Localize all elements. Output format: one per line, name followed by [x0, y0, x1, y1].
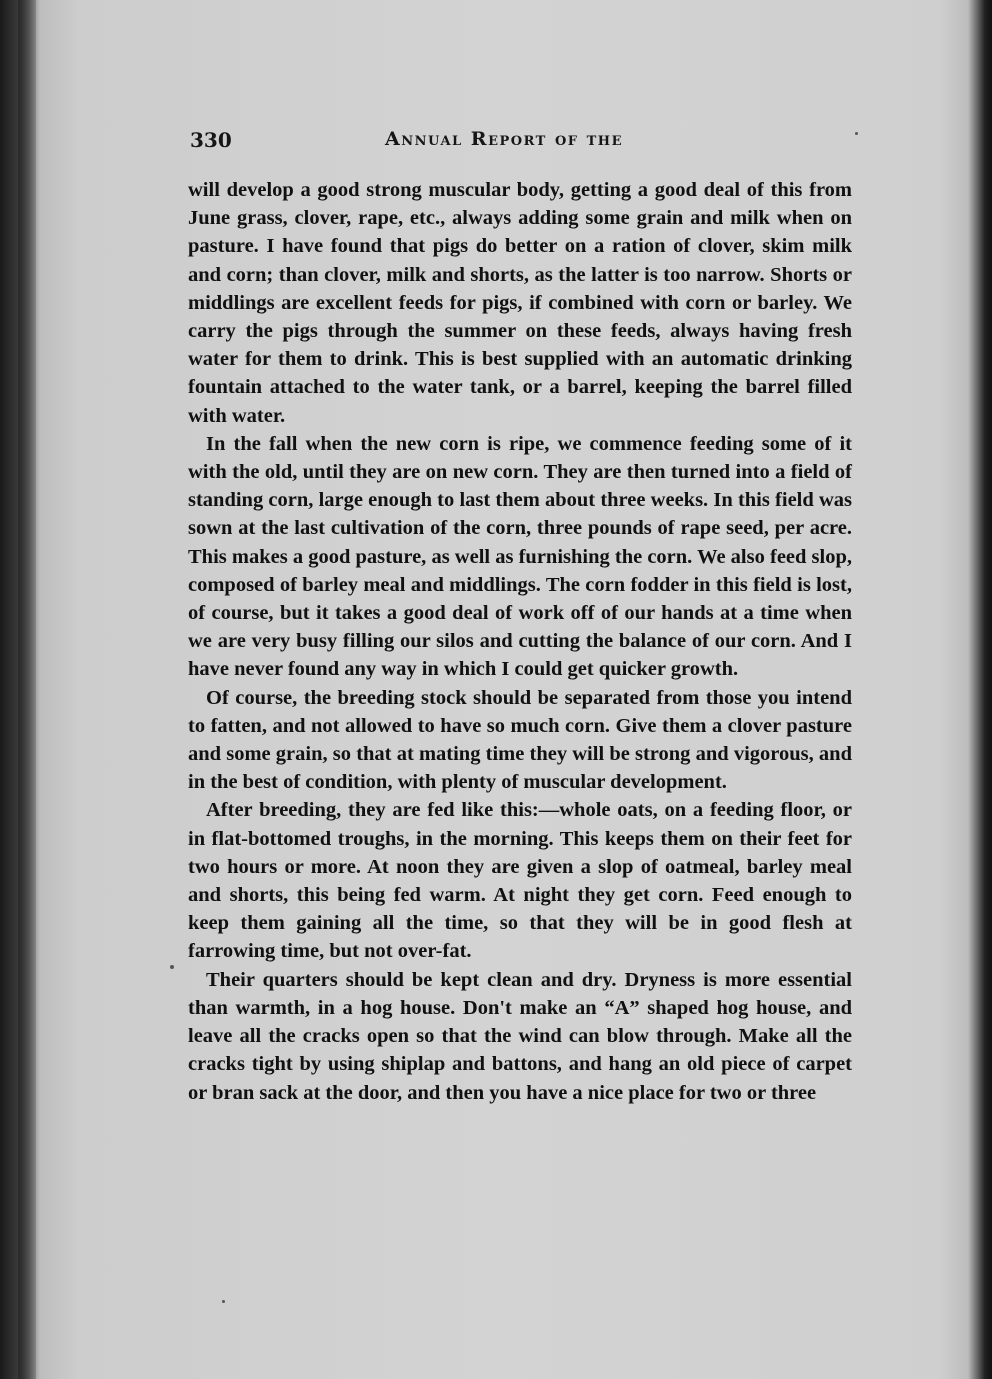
paragraph-3: Of course, the breeding stock should be separated from those you intend to fatten, and not allowed to have so much corn. Give them a clover pasture and some grain, so that at mating time they will be strong and vigorous, and in the best of condition, with plenty of muscular development.: [188, 686, 852, 794]
page-header: [190, 128, 850, 158]
book-binding-shadow: [18, 0, 36, 1379]
page-number: 330: [190, 128, 232, 152]
scan-speck: [222, 1300, 225, 1303]
paragraph-5: Their quarters should be kept clean and dry. Dryness is more essential than warmth, in a hog house. Don't make an “A” shaped hog house, and leave all the cracks open so that the wind can blow through. Make all the cracks tight by using shiplap and battons, and hang an old piece of carpet or bran sack at the door, and then you have a nice place for two or three: [188, 968, 852, 1104]
scan-speck: [170, 965, 174, 969]
paragraph-1: will develop a good strong muscular body, getting a good deal of this from June grass, clover, rape, etc., always adding some grain and milk when on pasture. I have found that pigs do better on a ration of clover, skim milk and corn; than clover, milk and shorts, as the latter is too narrow. Shorts or middlings are excellent feeds for pigs, if combined with corn or barley. We carry the pigs through the summer on these feeds, always having fresh water for them to drink. This is best supplied with an automatic drinking fountain attached to the water tank, or a barrel, keeping the barrel filled with water.: [188, 179, 852, 427]
body-text: [188, 176, 852, 1107]
scan-speck: [855, 132, 858, 135]
paragraph-2: In the fall when the new corn is ripe, we commence feeding some of it with the old, until they are on new corn. They are then turned into a field of standing corn, large enough to last them about three weeks. In this field was sown at the last cultivation of the corn, three pounds of rape seed, per acre. This makes a good pasture, as well as furnishing the corn. We also feed slop, composed of barley meal and middlings. The corn fodder in this field is lost, of course, but it takes a good deal of work off of our hands at a time when we are very busy filling our silos and cutting the balance of our corn. And I have never found any way in which I could get quicker growth.: [188, 432, 852, 681]
running-head: Annual Report of the: [385, 128, 623, 150]
paragraph-4: After breeding, they are fed like this:—whole oats, on a feeding floor, or in flat-bottomed troughs, in the morning. This keeps them on their feet for two hours or more. At noon they are given a slop of oatmeal, barley meal and shorts, this being fed warm. At night they get corn. Feed enough to keep them gaining all the time, so that they will be in good flesh at farrowing time, but not over-fat.: [188, 799, 852, 963]
